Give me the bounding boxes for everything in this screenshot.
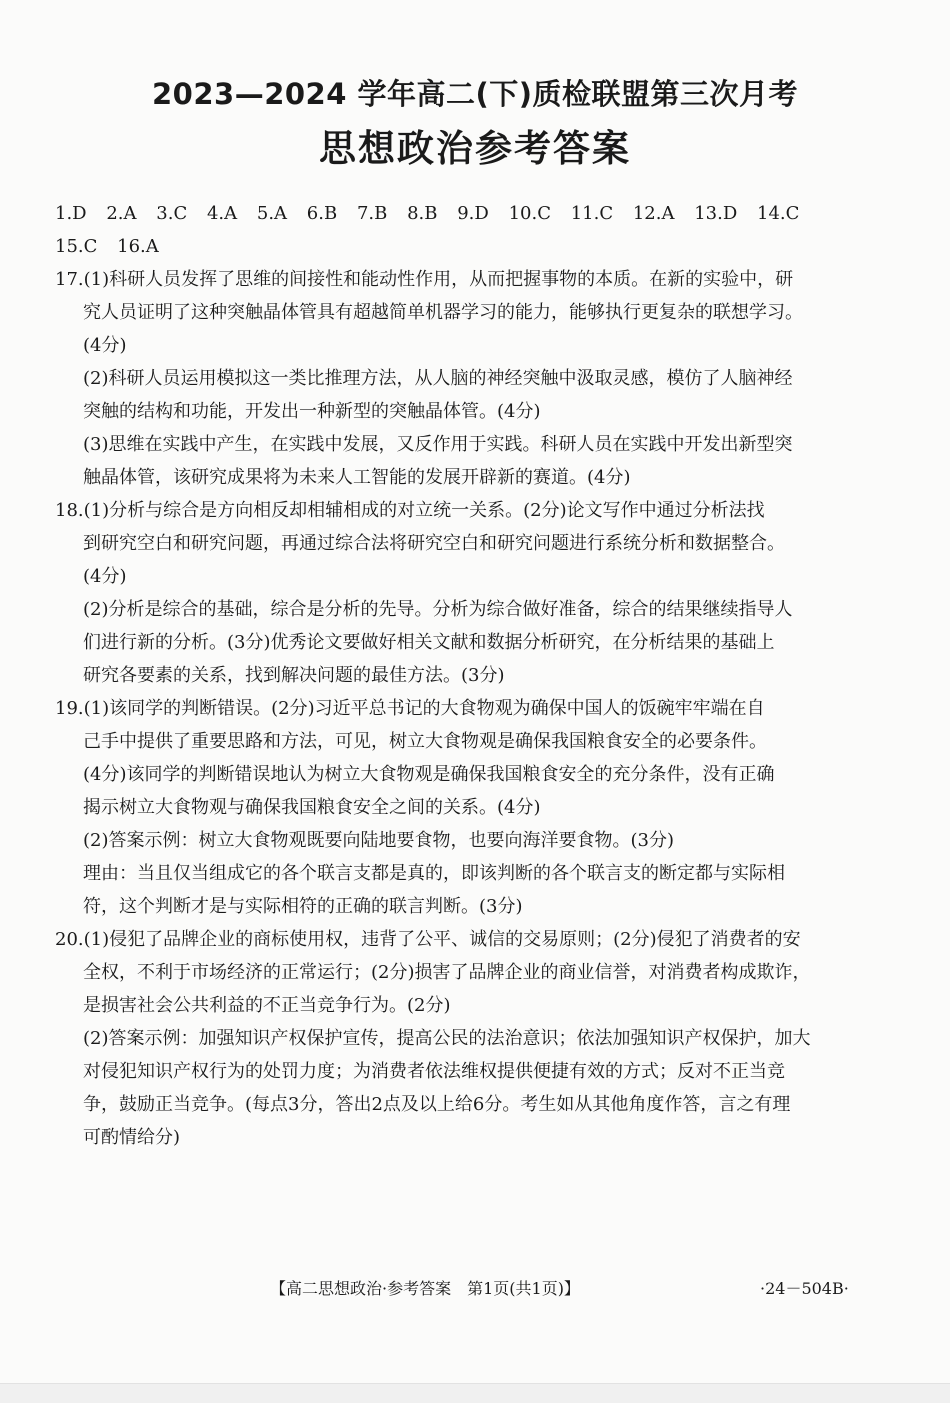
q17-line: 突触的结构和功能，开发出一种新型的突触晶体管。(4分) <box>83 401 541 422</box>
q19-line: (4分)该同学的判断错误地认为树立大食物观是确保我国粮食安全的充分条件，没有正确 <box>83 764 775 785</box>
answer-content <box>55 197 865 1154</box>
choice-answer: 14.C <box>757 203 800 224</box>
q17-line: 究人员证明了这种突触晶体管具有超越简单机器学习的能力，能够执行更复杂的联想学习。 <box>83 302 803 323</box>
q18-line: 研究各要素的关系，找到解决问题的最佳方法。(3分) <box>83 665 505 686</box>
choice-answer: 9.D <box>457 203 489 224</box>
q20-line: (2)答案示例：加强知识产权保护宣传，提高公民的法治意识；依法加强知识产权保护，加大 <box>83 1028 811 1049</box>
viewer-bottom-bar <box>0 1383 950 1403</box>
q20-line: 争，鼓励正当竞争。(每点3分，答出2点及以上给6分。考生如从其他角度作答，言之有理 <box>83 1094 791 1115</box>
choice-answer: 4.A <box>206 203 238 224</box>
choice-answer: 3.C <box>156 203 188 224</box>
q19-line: 理由：当且仅当组成它的各个联言支都是真的，即该判断的各个联言支的断定都与实际相 <box>83 863 785 884</box>
q20-line: 可酌情给分) <box>83 1127 181 1148</box>
choice-answers-row-1 <box>55 197 865 230</box>
choice-answer: 1.D <box>55 203 87 224</box>
q18-line: 到研究空白和研究问题，再通过综合法将研究空白和研究问题进行系统分析和数据整合。 <box>83 533 785 554</box>
q20-line: 对侵犯知识产权行为的处罚力度；为消费者依法维权提供便捷有效的方式；反对不正当竞 <box>83 1061 785 1082</box>
q20-line: 全权，不利于市场经济的正常运行；(2分)损害了品牌企业的商业信誉，对消费者构成欺诈， <box>83 962 811 983</box>
choice-answer: 2.A <box>106 203 137 224</box>
q19-line: 19.(1)该同学的判断错误。(2分)习近平总书记的大食物观为确保中国人的饭碗牢牢端在自 <box>55 698 765 719</box>
q20-line: 20.(1)侵犯了品牌企业的商标使用权，违背了公平、诚信的交易原则；(2分)侵犯了消费者的安 <box>55 929 801 950</box>
q17-line: (2)科研人员运用模拟这一类比推理方法，从人脑的神经突触中汲取灵感，模仿了人脑神经 <box>83 368 793 389</box>
q19-line: 己手中提供了重要思路和方法，可见，树立大食物观是确保我国粮食安全的必要条件。 <box>83 731 767 752</box>
choice-answer: 5.A <box>256 203 288 224</box>
q18-line: 们进行新的分析。(3分)优秀论文要做好相关文献和数据分析研究，在分析结果的基础上 <box>83 632 775 653</box>
document-code: ·24－504B· <box>760 1279 849 1298</box>
document-subtitle: 思想政治参考答案 <box>319 127 631 170</box>
q17-line: (3)思维在实践中产生，在实践中发展，又反作用于实践。科研人员在实践中开发出新型突 <box>83 434 793 455</box>
choice-answer: 12.A <box>632 203 675 224</box>
q18-line: (2)分析是综合的基础，综合是分析的先导。分析为综合做好准备，综合的结果继续指导人 <box>83 599 793 620</box>
choice-answer: 13.D <box>694 203 738 224</box>
q17-line: (4分) <box>83 335 127 356</box>
q19-line: 揭示树立大食物观与确保我国粮食安全之间的关系。(4分) <box>83 797 541 818</box>
q19-line: 符，这个判断才是与实际相符的正确的联言判断。(3分) <box>83 896 523 917</box>
choice-answers-row-2 <box>55 230 865 263</box>
q18-line: (4分) <box>83 566 127 587</box>
choice-answer: 16.A <box>117 236 159 257</box>
exam-title: 2023—2024 学年高二(下)质检联盟第三次月考 <box>151 77 799 111</box>
q19-line: (2)答案示例：树立大食物观既要向陆地要食物，也要向海洋要食物。(3分) <box>83 830 674 851</box>
q17-line: 17.(1)科研人员发挥了思维的间接性和能动性作用，从而把握事物的本质。在新的实验中，研 <box>55 269 794 290</box>
q18-line: 18.(1)分析与综合是方向相反却相辅相成的对立统一关系。(2分)论文写作中通过分析法找 <box>55 500 765 521</box>
q20-line: 是损害社会公共利益的不正当竞争行为。(2分) <box>83 995 451 1016</box>
choice-answer: 6.B <box>306 203 338 224</box>
page-footer: 【高二思想政治·参考答案 第1页(共1页)】 <box>270 1279 580 1298</box>
choice-answer: 15.C <box>55 236 98 257</box>
choice-answer: 7.B <box>356 203 388 224</box>
choice-answer: 8.B <box>407 203 438 224</box>
choice-answer: 11.C <box>570 203 614 224</box>
q17-line: 触晶体管，该研究成果将为未来人工智能的发展开辟新的赛道。(4分) <box>83 467 631 488</box>
choice-answer: 10.C <box>508 203 551 224</box>
